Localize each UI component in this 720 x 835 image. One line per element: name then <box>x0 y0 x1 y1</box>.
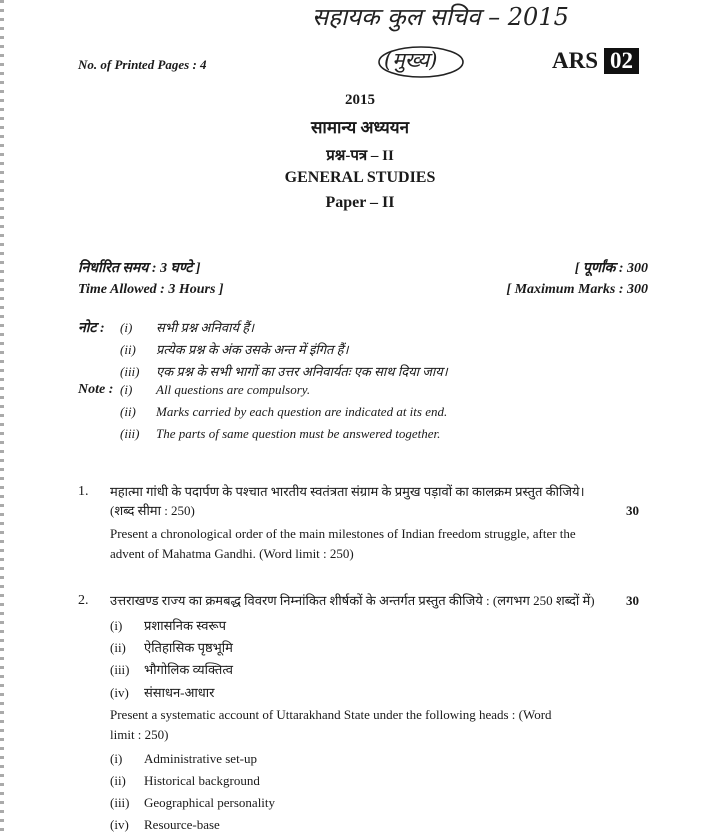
question-2-hindi-sub-1: (i) प्रशासनिक स्वरूप <box>110 618 226 633</box>
question-2-hindi-sub-4: (iv) संसाधन-आधार <box>110 685 215 700</box>
question-2-number: 2. <box>78 593 89 608</box>
paper-code-text: ARS <box>552 48 599 73</box>
question-2-english-sub-2: (ii) Historical background <box>110 773 260 788</box>
note-english-1: (i) All questions are compulsory. <box>120 382 311 397</box>
note-label-english: Note : <box>78 382 114 397</box>
question-1-hindi-line2: (शब्द सीमा : 250) <box>110 503 195 518</box>
max-marks-hindi: [ पूर्णांक : 300 <box>574 261 648 276</box>
question-1-english-line1: Present a chronological order of the main milestones of Indian freedom struggle, after the <box>110 526 576 541</box>
question-1-hindi-line1: महात्मा गांधी के पदार्पण के पश्चात भारतीय स्वतंत्रता संग्राम के प्रमुख पड़ावों का कालक्रम प्रस्तुत कीजिये। <box>110 484 585 499</box>
question-1-number: 1. <box>78 484 89 499</box>
question-1-english-line2: advent of Mahatma Gandhi. (Word limit : 250) <box>110 546 354 561</box>
title-english: GENERAL STUDIES <box>284 169 436 186</box>
paper-hindi: प्रश्न-पत्र – II <box>326 148 394 164</box>
handwritten-subtitle: (मुख्य) <box>384 48 438 72</box>
question-2-marks: 30 <box>626 593 639 608</box>
question-2-english-sub-1: (i) Administrative set-up <box>110 751 258 766</box>
note-label-hindi: नोट : <box>78 321 105 336</box>
question-2-english-line1: Present a systematic account of Uttarakhand State under the following heads : (Word <box>110 707 552 722</box>
note-hindi-1: (i) सभी प्रश्न अनिवार्य हैं। <box>120 320 255 335</box>
question-1-marks: 30 <box>626 503 639 518</box>
note-hindi-2: (ii) प्रत्येक प्रश्न के अंक उसके अन्त में इंगित हैं। <box>120 342 349 357</box>
max-marks-english: [ Maximum Marks : 300 <box>506 282 648 297</box>
note-hindi-3: (iii) एक प्रश्न के सभी भागों का उत्तर अनिवार्यतः एक साथ दिया जाय। <box>120 364 448 379</box>
question-2-english-sub-4: (iv) Resource-base <box>110 817 220 832</box>
note-english-2: (ii) Marks carried by each question are indicated at its end. <box>120 404 448 419</box>
question-2-english-sub-3: (iii) Geographical personality <box>110 795 276 810</box>
paper-code-number: 02 <box>604 48 639 74</box>
paper-code <box>552 48 639 74</box>
question-2-english-line2: limit : 250) <box>110 727 169 742</box>
title-hindi: सामान्य अध्ययन <box>310 118 410 137</box>
time-allowed-hindi: निर्धारित समय : 3 घण्टे ] <box>78 261 201 276</box>
exam-year: 2015 <box>345 92 375 108</box>
time-allowed-english: Time Allowed : 3 Hours ] <box>78 282 224 297</box>
handwritten-circle <box>376 44 466 80</box>
note-english-3: (iii) The parts of same question must be answered together. <box>120 426 441 441</box>
question-2-hindi: उत्तराखण्ड राज्य का क्रमबद्ध विवरण निम्नांकित शीर्षकों के अन्तर्गत प्रस्तुत कीजिये : (लगभग 250 शब्दों में) <box>110 593 595 608</box>
printed-pages: No. of Printed Pages : 4 <box>78 57 207 72</box>
paper-english: Paper – II <box>325 194 395 211</box>
handwritten-title: सहायक कुल सचिव – 2015 <box>312 3 569 31</box>
question-2-hindi-sub-2: (ii) ऐतिहासिक पृष्ठभूमि <box>110 640 233 655</box>
question-2-hindi-sub-3: (iii) भौगोलिक व्यक्तित्व <box>110 662 234 677</box>
